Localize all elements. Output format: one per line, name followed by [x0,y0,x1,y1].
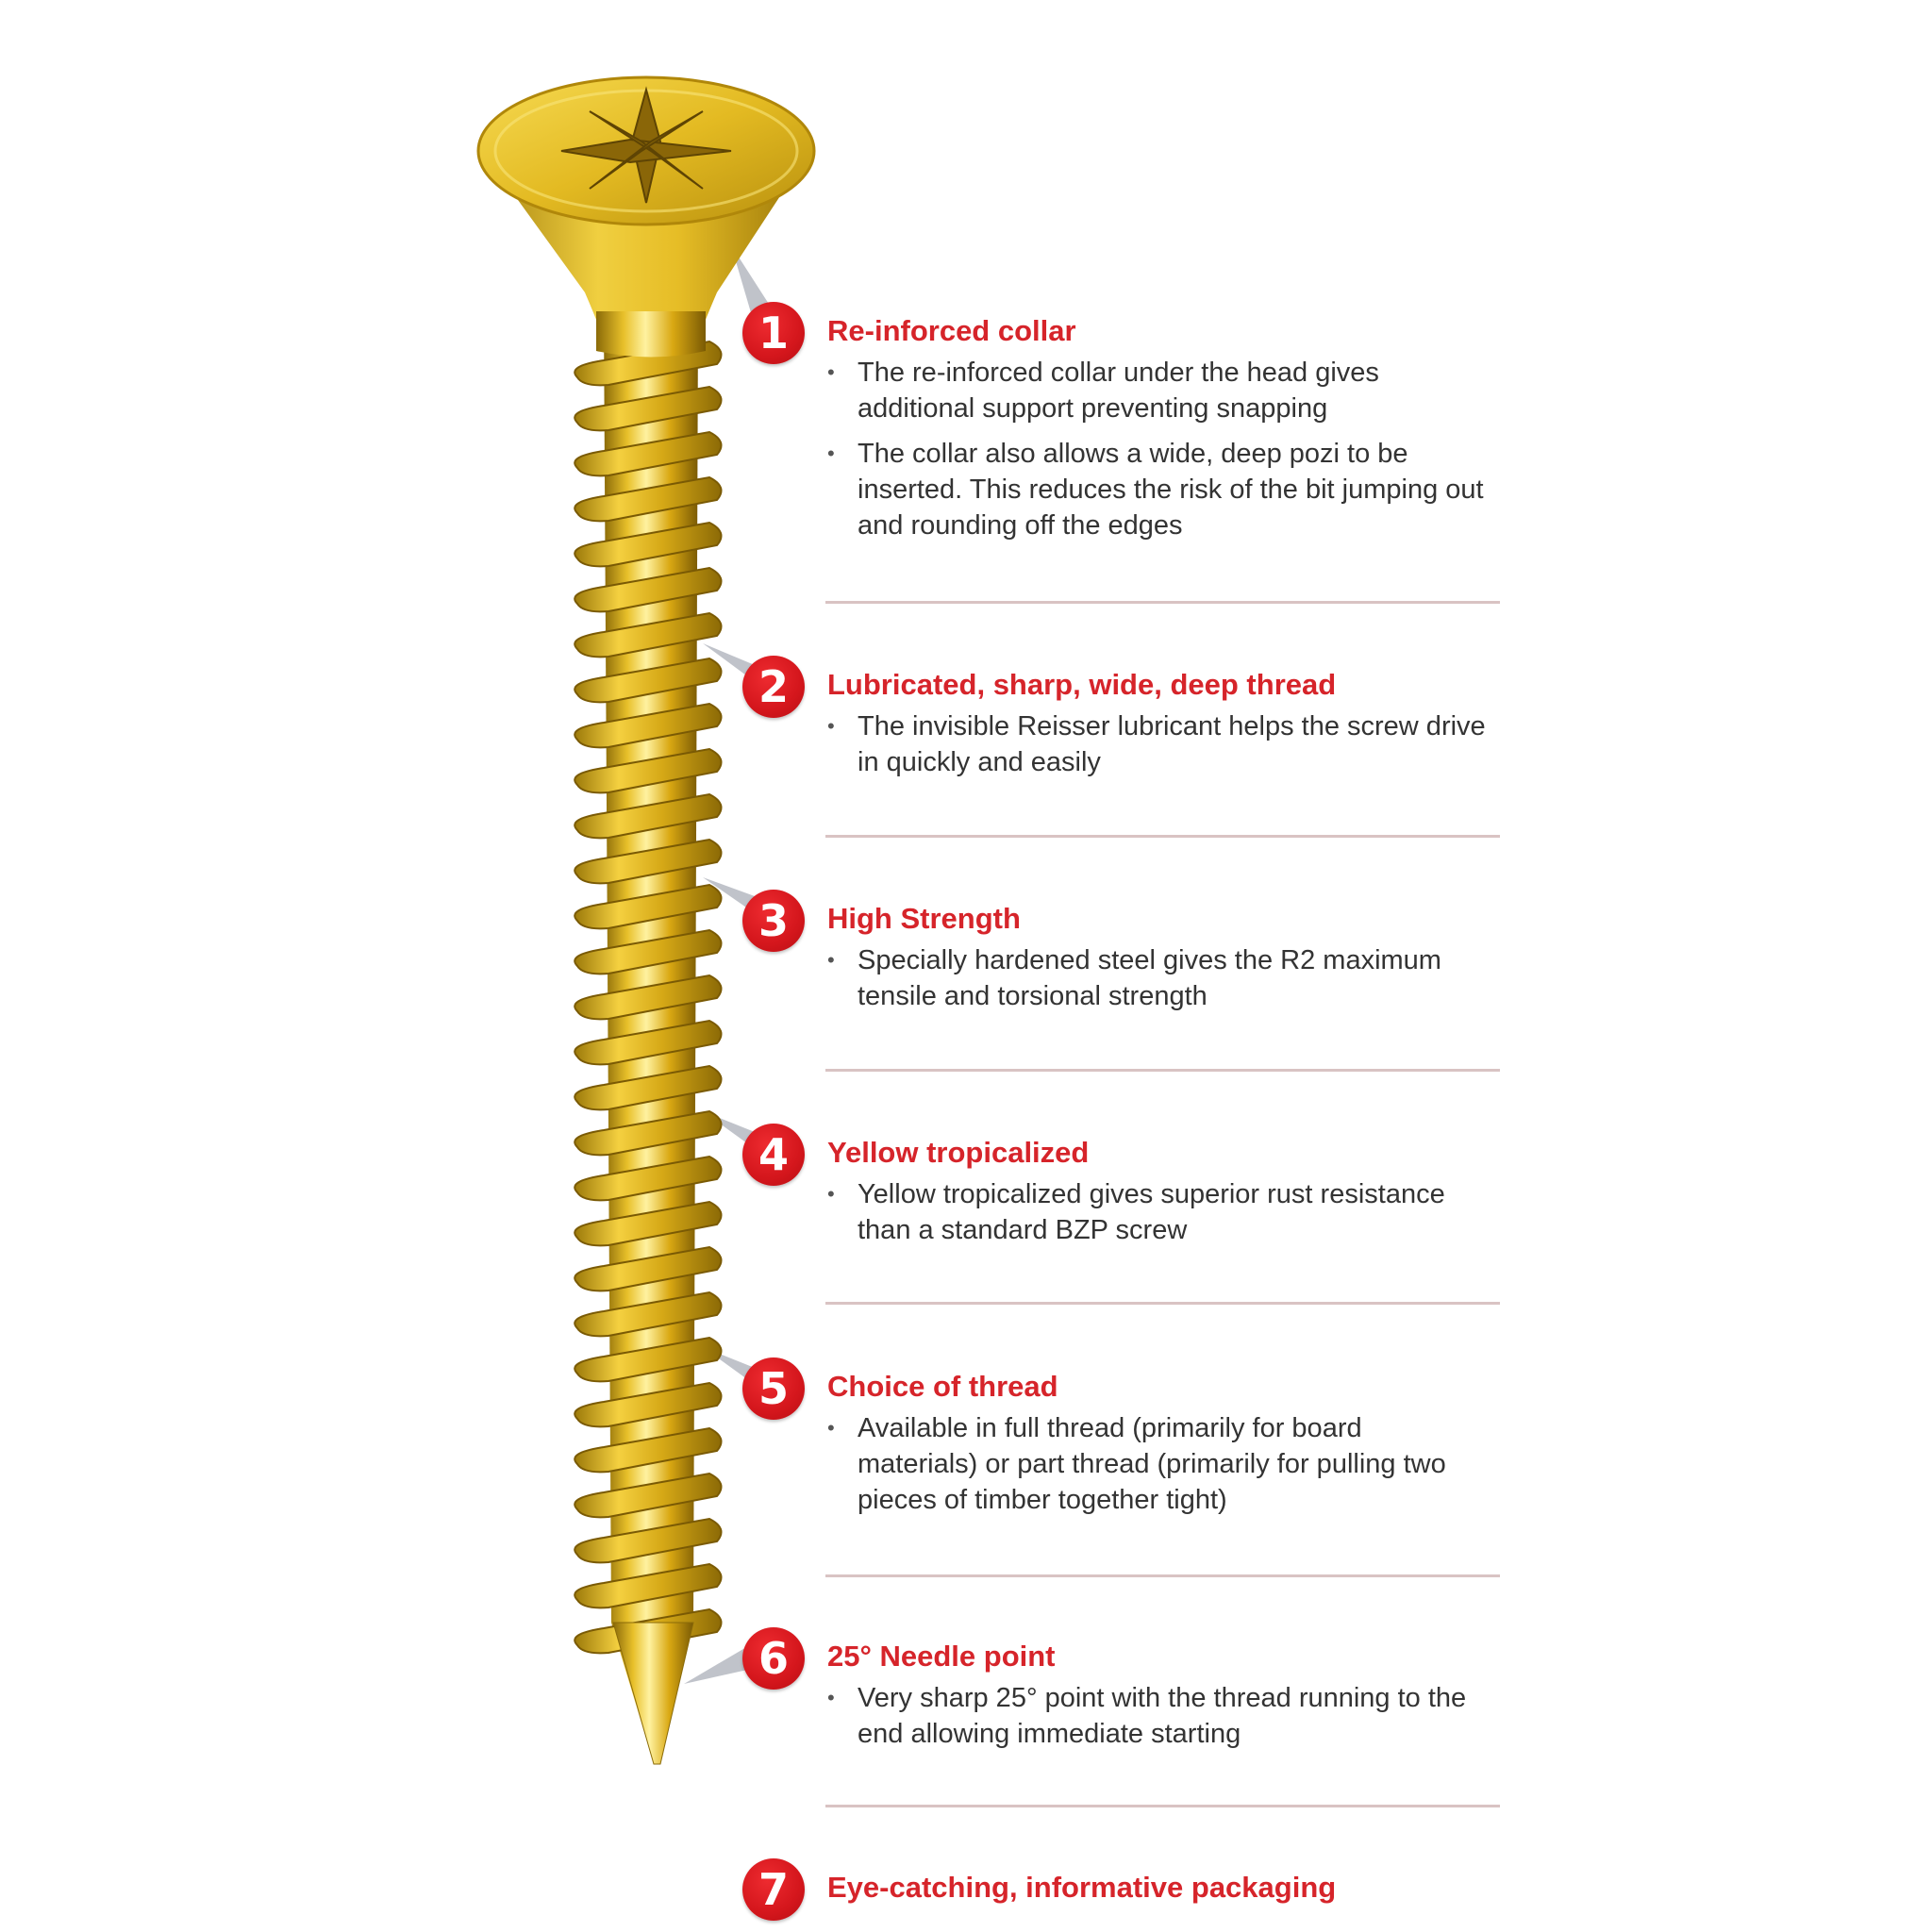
number-badge-5: 5 [742,1357,805,1420]
feature-bullets-5 [827,1410,1488,1527]
feature-bullets-3 [827,942,1488,1024]
bullet-item: • Available in full thread (primarily for board materials) or part thread (primarily for pulling two pieces of timber together tight) [827,1410,1488,1518]
feature-bullets-1 [827,355,1488,553]
number-badge-3: 3 [742,890,805,952]
feature-bullets-6 [827,1680,1488,1761]
feature-title-3: High Strength [827,902,1021,935]
bullet-item: • The re-inforced collar under the head gives additional support preventing snapping [827,355,1488,426]
feature-title-6: 25° Needle point [827,1640,1056,1673]
number-badge-6: 6 [742,1627,805,1690]
number-badge-2: 2 [742,656,805,718]
bullet-item: • Yellow tropicalized gives superior rust resistance than a standard BZP screw [827,1176,1488,1248]
feature-bullets-2 [827,708,1488,790]
section-divider [825,835,1500,838]
bullet-item: • Very sharp 25° point with the thread running to the end allowing immediate starting [827,1680,1488,1752]
section-divider [825,601,1500,604]
feature-title-7: Eye-catching, informative packaging [827,1871,1337,1904]
section-divider [825,1302,1500,1305]
section-divider [825,1069,1500,1072]
section-divider [825,1805,1500,1807]
feature-bullets-4 [827,1176,1488,1257]
feature-title-1: Re-inforced collar [827,314,1076,347]
bullet-item: • Specially hardened steel gives the R2 maximum tensile and torsional strength [827,942,1488,1014]
screw-threads [575,341,721,1653]
number-badge-7: 7 [742,1858,805,1921]
bullet-item: • The invisible Reisser lubricant helps the screw drive in quickly and easily [827,708,1488,780]
number-badge-4: 4 [742,1124,805,1186]
number-badge-1: 1 [742,302,805,364]
feature-title-5: Choice of thread [827,1370,1058,1403]
bullet-item: • The collar also allows a wide, deep pozi to be inserted. This reduces the risk of the bit jumping out and rounding off the edges [827,436,1488,543]
screw-illustration [0,0,943,1932]
section-divider [825,1574,1500,1577]
feature-title-4: Yellow tropicalized [827,1136,1090,1169]
feature-title-2: Lubricated, sharp, wide, deep thread [827,668,1337,701]
